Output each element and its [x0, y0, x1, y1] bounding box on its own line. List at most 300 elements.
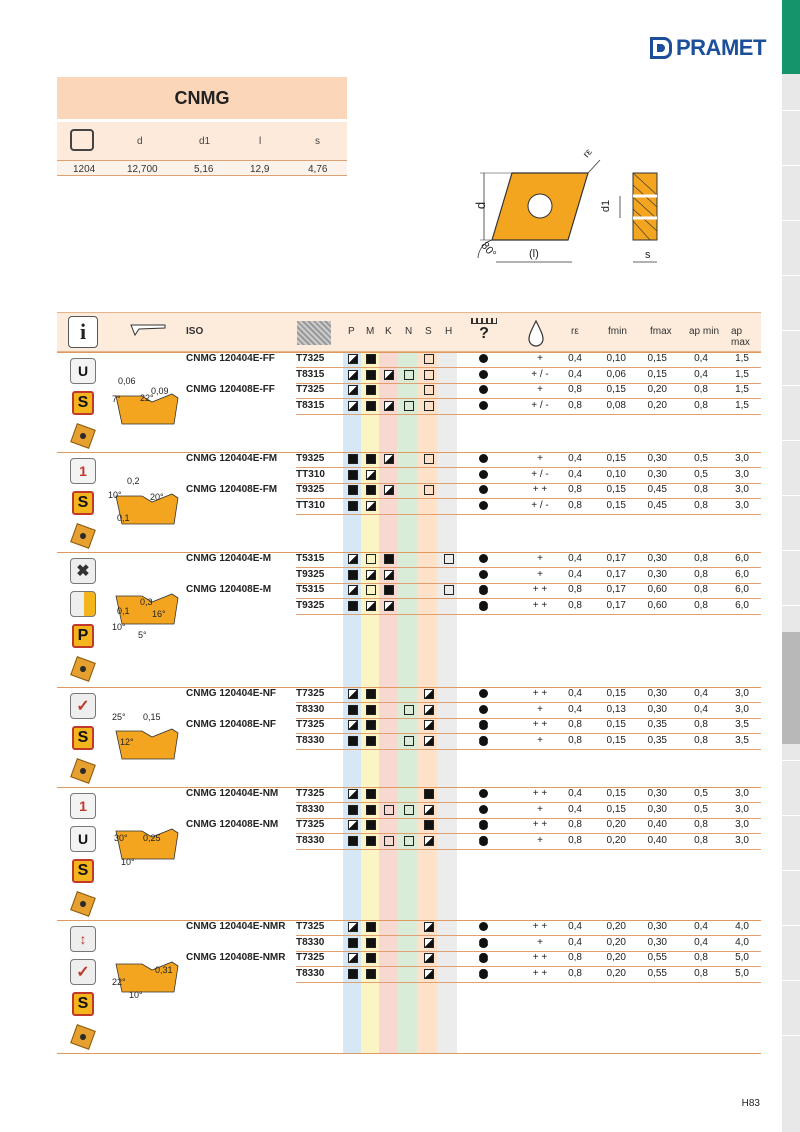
iso-code: CNMG 120408E-FM: [186, 484, 278, 495]
row-separator: [296, 749, 761, 750]
cutting-value-fmin: 0,06: [606, 368, 626, 380]
turning-s-icon: S: [72, 726, 94, 750]
material-suitability-mark: [424, 805, 434, 815]
cutting-value-apmax: 6,0: [735, 584, 749, 595]
iso-code: CNMG 120408E-NF: [186, 719, 277, 730]
grade-code: T7325: [296, 819, 325, 830]
cutting-value-apmin: 0,5: [694, 468, 708, 480]
stability-mark: [479, 501, 488, 510]
material-suitability-mark: [404, 401, 414, 411]
cutting-value-fmin: 0,15: [606, 484, 626, 495]
coolant-value: +: [537, 734, 543, 746]
material-suitability-mark: [404, 836, 414, 846]
product-title: CNMG: [57, 77, 347, 119]
insert-shape-icon: [70, 129, 94, 151]
cutting-value-apmax: 3,5: [735, 734, 749, 746]
material-suitability-mark: [366, 938, 376, 948]
diagram-label-d1: d1: [600, 199, 613, 213]
coolant-value: + / -: [531, 368, 549, 380]
cutting-value-re: 0,4: [568, 936, 582, 948]
geometry-label: 22°: [140, 393, 154, 403]
dim-d1: 5,16: [194, 164, 214, 175]
cutting-value-fmax: 0,60: [647, 584, 667, 595]
coolant-value: + +: [532, 688, 548, 699]
cutting-value-re: 0,4: [568, 453, 582, 464]
cutting-value-apmin: 0,8: [694, 719, 708, 730]
grade-code: T7325: [296, 921, 325, 932]
insert-thumbnail-icon: [70, 423, 96, 449]
cutting-value-apmin: 0,8: [694, 384, 708, 395]
coolant-value: +: [537, 553, 543, 564]
material-suitability-mark: [348, 454, 358, 464]
coolant-value: + / -: [531, 468, 549, 480]
geometry-label: 16°: [152, 609, 166, 619]
material-suitability-mark: [348, 836, 358, 846]
grade-code: T8330: [296, 967, 325, 979]
grade-code: T5315: [296, 553, 325, 564]
cutting-value-apmax: 3,5: [735, 719, 749, 730]
coolant-value: + +: [532, 719, 548, 730]
grade-code: T7325: [296, 384, 325, 395]
header-iso: ISO: [186, 326, 204, 337]
material-suitability-mark: [424, 953, 434, 963]
cutting-value-apmin: 0,4: [694, 353, 708, 364]
material-suitability-mark: [384, 570, 394, 580]
material-suitability-mark: [424, 938, 434, 948]
material-suitability-mark: [366, 570, 376, 580]
operation-u-icon: [70, 358, 96, 384]
material-suitability-mark: [404, 705, 414, 715]
insert-thumbnail-icon: [70, 656, 96, 682]
cutting-value-re: 0,4: [568, 353, 582, 364]
material-suitability-mark: [384, 585, 394, 595]
material-suitability-mark: [444, 554, 454, 564]
geometry-label: 20°: [150, 492, 164, 502]
row-separator: [296, 514, 761, 515]
material-suitability-mark: [348, 736, 358, 746]
material-suitability-mark: [424, 705, 434, 715]
cutting-value-fmin: 0,15: [606, 734, 626, 746]
stability-mark: [479, 836, 488, 846]
grade-code: T9325: [296, 568, 325, 580]
geometry-label: 0,1: [117, 513, 130, 523]
material-suitability-mark: [366, 401, 376, 411]
material-suitability-mark: [366, 689, 376, 699]
cutting-value-fmax: 0,35: [647, 719, 667, 730]
edge-divider: [782, 550, 800, 551]
turning-s-icon: S: [72, 491, 94, 515]
diagram-label-s: s: [645, 249, 651, 261]
geometry-label: 0,2: [127, 476, 140, 486]
material-suitability-mark: [348, 922, 358, 932]
cutting-value-re: 0,8: [568, 599, 582, 611]
header-re: rε: [571, 326, 579, 337]
table-header: [57, 312, 761, 352]
operation-one-icon: [70, 793, 96, 819]
material-suitability-mark: [366, 705, 376, 715]
grade-code: T8330: [296, 834, 325, 846]
geometry-label: 25°: [112, 712, 126, 722]
cutting-value-fmin: 0,15: [606, 384, 626, 395]
iso-code: CNMG 120404E-M: [186, 553, 272, 564]
geometry-label: 7°: [112, 394, 121, 404]
edge-divider: [782, 385, 800, 386]
cutting-value-re: 0,8: [568, 719, 582, 730]
stability-mark: [479, 922, 488, 931]
grade-texture-icon: [297, 321, 331, 345]
coolant-value: + +: [532, 952, 548, 963]
cutting-value-apmin: 0,4: [694, 368, 708, 380]
coolant-value: +: [537, 834, 543, 846]
cutting-value-apmax: 6,0: [735, 568, 749, 580]
cutting-value-apmin: 0,8: [694, 584, 708, 595]
material-suitability-mark: [424, 820, 434, 830]
stability-mark: [479, 705, 488, 714]
material-suitability-mark: [384, 370, 394, 380]
stability-mark: [479, 354, 488, 363]
cutting-value-re: 0,4: [568, 703, 582, 715]
cutting-value-fmin: 0,15: [606, 719, 626, 730]
cutting-value-apmax: 3,0: [735, 688, 749, 699]
cutting-value-fmin: 0,20: [606, 967, 626, 979]
info-icon: i: [68, 316, 98, 348]
edge-divider: [782, 495, 800, 496]
coolant-value: +: [537, 703, 543, 715]
cutting-value-fmin: 0,17: [606, 584, 626, 595]
geometry-label: 10°: [129, 990, 143, 1000]
cutting-value-apmax: 3,0: [735, 703, 749, 715]
geometry-label: 12°: [120, 737, 134, 747]
cutting-value-apmin: 0,5: [694, 453, 708, 464]
cutting-value-apmax: 1,5: [735, 353, 749, 364]
material-suitability-mark: [348, 938, 358, 948]
cutting-value-apmin: 0,4: [694, 936, 708, 948]
material-suitability-mark: [348, 501, 358, 511]
grade-code: T9325: [296, 484, 325, 495]
grade-code: T7325: [296, 688, 325, 699]
material-suitability-mark: [366, 601, 376, 611]
operation-u-badge: U: [77, 831, 89, 847]
header-fmax: fmax: [650, 326, 672, 337]
cutting-value-fmin: 0,10: [606, 353, 626, 364]
material-suitability-mark: [366, 805, 376, 815]
cutting-value-apmax: 3,0: [735, 499, 749, 511]
material-suitability-mark: [348, 601, 358, 611]
cutting-value-fmin: 0,17: [606, 553, 626, 564]
cutting-value-apmin: 0,8: [694, 499, 708, 511]
cutting-value-fmin: 0,15: [606, 499, 626, 511]
material-suitability-mark: [366, 836, 376, 846]
geometry-label: 0,25: [143, 833, 161, 843]
dim-s: 4,76: [308, 164, 328, 175]
material-suitability-mark: [424, 789, 434, 799]
page-number: H83: [741, 1098, 760, 1109]
cutting-value-apmin: 0,5: [694, 803, 708, 815]
cutting-value-fmin: 0,20: [606, 921, 626, 932]
finishing-v-icon: ✓: [70, 959, 96, 985]
grade-code: T9325: [296, 453, 325, 464]
material-suitability-mark: [424, 485, 434, 495]
dims-header: [57, 122, 347, 160]
geometry-label: 0,31: [155, 965, 173, 975]
cutting-value-fmax: 0,30: [647, 788, 667, 799]
cutting-value-re: 0,4: [568, 568, 582, 580]
geometry-label: 10°: [112, 622, 126, 632]
page-edge-strip: [782, 0, 800, 1132]
dim-header-l: l: [259, 136, 262, 147]
row-separator: [296, 849, 761, 850]
insert-thumbnail-icon: [70, 523, 96, 549]
coolant-value: + / -: [531, 499, 549, 511]
cutting-value-apmin: 0,4: [694, 688, 708, 699]
material-suitability-mark: [366, 470, 376, 480]
cutting-value-fmin: 0,15: [606, 688, 626, 699]
material-suitability-mark: [424, 370, 434, 380]
cutting-value-apmin: 0,8: [694, 834, 708, 846]
cutting-value-fmax: 0,30: [647, 468, 667, 480]
cutting-value-apmin: 0,8: [694, 568, 708, 580]
dim-header-s: s: [315, 136, 320, 147]
diagram-label-l: (l): [529, 248, 539, 260]
edge-divider: [782, 605, 800, 606]
cutting-value-re: 0,8: [568, 384, 582, 395]
cutting-value-fmax: 0,30: [647, 688, 667, 699]
material-suitability-mark: [424, 454, 434, 464]
edge-divider: [782, 165, 800, 166]
cutting-value-apmax: 5,0: [735, 967, 749, 979]
cutting-value-apmin: 0,8: [694, 952, 708, 963]
turning-p-icon: P: [72, 624, 94, 648]
edge-divider: [782, 440, 800, 441]
stability-mark: [479, 720, 488, 730]
coolant-value: +: [537, 384, 543, 395]
coolant-value: + +: [532, 599, 548, 611]
header-s: S: [425, 326, 432, 337]
edge-divider: [782, 275, 800, 276]
coolant-value: +: [537, 936, 543, 948]
coolant-value: + +: [532, 584, 548, 595]
iso-code: CNMG 120404E-FM: [186, 453, 278, 464]
material-suitability-mark: [366, 385, 376, 395]
cutting-value-fmax: 0,45: [647, 484, 667, 495]
cutting-value-fmax: 0,15: [647, 368, 667, 380]
edge-divider: [782, 980, 800, 981]
material-suitability-mark: [424, 689, 434, 699]
grade-code: T8330: [296, 936, 325, 948]
header-m: M: [366, 326, 375, 337]
stability-mark: [479, 820, 488, 830]
cutting-value-fmax: 0,30: [647, 921, 667, 932]
cutting-value-apmax: 5,0: [735, 952, 749, 963]
material-suitability-mark: [366, 585, 376, 595]
coolant-value: + +: [532, 819, 548, 830]
stability-mark: [479, 370, 488, 379]
cutting-value-fmin: 0,20: [606, 952, 626, 963]
edge-divider: [782, 1035, 800, 1036]
cutting-value-apmax: 1,5: [735, 384, 749, 395]
edge-divider: [782, 815, 800, 816]
stability-mark: [479, 385, 488, 394]
finishing-v-icon: ✓: [70, 693, 96, 719]
geometry-label: 0,06: [118, 376, 136, 386]
dim-l: 12,9: [250, 164, 270, 175]
material-suitability-mark: [424, 969, 434, 979]
stability-mark: [479, 953, 488, 963]
grade-code: TT310: [296, 499, 325, 511]
grade-code: T9325: [296, 599, 325, 611]
stability-mark: [479, 789, 488, 798]
row-separator: [296, 614, 761, 615]
grade-code: TT310: [296, 468, 325, 480]
geometry-label: 0,09: [151, 386, 169, 396]
stability-mark: [479, 554, 488, 563]
logo-mark-icon: [650, 37, 672, 59]
grade-code: T8330: [296, 734, 325, 746]
dim-d: 12,700: [127, 164, 158, 175]
material-suitability-mark: [366, 370, 376, 380]
dim-size: 1204: [73, 164, 96, 175]
cutting-value-fmin: 0,08: [606, 399, 626, 411]
material-suitability-mark: [348, 354, 358, 364]
cutting-value-re: 0,8: [568, 484, 582, 495]
material-suitability-mark: [424, 736, 434, 746]
geometry-label: 0,15: [143, 712, 161, 722]
cutting-value-re: 0,4: [568, 468, 582, 480]
material-suitability-mark: [366, 485, 376, 495]
cutting-value-fmax: 0,30: [647, 703, 667, 715]
iso-code: CNMG 120408E-M: [186, 584, 272, 595]
material-suitability-mark: [348, 789, 358, 799]
edge-green-tab: [782, 0, 800, 74]
cutting-value-apmin: 0,8: [694, 484, 708, 495]
material-suitability-mark: [348, 385, 358, 395]
stability-mark: [479, 401, 488, 410]
roughing-flag-icon: [70, 591, 96, 617]
grade-code: T7325: [296, 353, 325, 364]
header-k: K: [385, 326, 392, 337]
cutting-value-apmax: 1,5: [735, 368, 749, 380]
material-suitability-mark: [348, 401, 358, 411]
geometry-label: 0,3: [140, 597, 153, 607]
stability-mark: [479, 736, 488, 746]
coolant-value: +: [537, 353, 543, 364]
geometry-label: 0,1: [117, 606, 130, 616]
edge-divider: [782, 110, 800, 111]
turning-s-icon: S: [72, 992, 94, 1016]
iso-code: CNMG 120404E-NMR: [186, 921, 286, 932]
cutting-value-fmax: 0,55: [647, 952, 667, 963]
no-vibration-icon: ✖: [70, 558, 96, 584]
cutting-value-apmin: 0,4: [694, 921, 708, 932]
geometry-label: 10°: [108, 490, 122, 500]
cutting-value-fmax: 0,30: [647, 803, 667, 815]
header-apmax: ap max: [731, 326, 750, 348]
cutting-value-apmax: 3,0: [735, 453, 749, 464]
operation-one-badge: 1: [79, 798, 87, 814]
material-suitability-mark: [348, 485, 358, 495]
chipbreaker-profile-icon: [129, 323, 167, 337]
coolant-value: + +: [532, 484, 548, 495]
cutting-value-apmax: 1,5: [735, 399, 749, 411]
insert-thumbnail-icon: [70, 891, 96, 917]
cutting-value-re: 0,8: [568, 734, 582, 746]
material-suitability-mark: [384, 836, 394, 846]
geometry-label: 22°: [112, 977, 126, 987]
geometry-label: 30°: [114, 833, 128, 843]
cutting-value-re: 0,8: [568, 967, 582, 979]
cutting-value-apmax: 6,0: [735, 599, 749, 611]
operation-one-badge: 1: [79, 463, 87, 479]
cutting-value-re: 0,4: [568, 788, 582, 799]
material-band-k: [379, 312, 397, 1054]
table-bottom-line: [57, 1053, 761, 1054]
material-suitability-mark: [424, 354, 434, 364]
material-band-h: [437, 312, 457, 1054]
diagram-label-d: d: [473, 201, 489, 210]
brand-name: PRAMET: [676, 35, 766, 60]
edge-divider: [782, 870, 800, 871]
cutting-value-fmax: 0,35: [647, 734, 667, 746]
material-suitability-mark: [348, 820, 358, 830]
material-suitability-mark: [348, 570, 358, 580]
geometry-label: 10°: [121, 857, 135, 867]
material-suitability-mark: [366, 820, 376, 830]
dim-header-d1: d1: [199, 136, 211, 147]
coolant-value: + / -: [531, 399, 549, 411]
cutting-value-fmax: 0,45: [647, 499, 667, 511]
diagram-label-angle: 80°: [478, 239, 499, 261]
turning-s-icon: S: [72, 859, 94, 883]
operation-u-icon: [70, 826, 96, 852]
stability-mark: [479, 585, 488, 595]
material-suitability-mark: [348, 470, 358, 480]
cutting-value-apmin: 0,8: [694, 819, 708, 830]
cutting-value-fmax: 0,55: [647, 967, 667, 979]
cutting-value-apmin: 0,8: [694, 399, 708, 411]
cutting-value-apmin: 0,5: [694, 788, 708, 799]
stability-mark: [479, 601, 488, 611]
material-suitability-mark: [366, 922, 376, 932]
coolant-value: +: [537, 568, 543, 580]
cutting-value-fmin: 0,20: [606, 936, 626, 948]
material-suitability-mark: [348, 689, 358, 699]
cutting-value-apmax: 3,0: [735, 803, 749, 815]
cutting-value-apmax: 3,0: [735, 834, 749, 846]
material-suitability-mark: [424, 401, 434, 411]
material-suitability-mark: [366, 501, 376, 511]
stability-mark: [479, 570, 488, 579]
cutting-value-apmin: 0,8: [694, 553, 708, 564]
material-suitability-mark: [444, 585, 454, 595]
material-suitability-mark: [424, 922, 434, 932]
material-suitability-mark: [348, 554, 358, 564]
material-suitability-mark: [424, 385, 434, 395]
cutting-value-fmin: 0,10: [606, 468, 626, 480]
cutting-value-fmax: 0,40: [647, 819, 667, 830]
brand-logo: [650, 36, 766, 60]
material-suitability-mark: [348, 805, 358, 815]
dims-row: [57, 160, 347, 176]
turning-s-icon: S: [72, 391, 94, 415]
cutting-value-fmax: 0,30: [647, 453, 667, 464]
iso-code: CNMG 120408E-NMR: [186, 952, 286, 963]
row-separator: [296, 414, 761, 415]
cutting-value-fmax: 0,30: [647, 568, 667, 580]
iso-code: CNMG 120404E-NM: [186, 788, 279, 799]
material-suitability-mark: [366, 969, 376, 979]
coolant-drop-icon: [527, 319, 545, 347]
material-suitability-mark: [366, 953, 376, 963]
